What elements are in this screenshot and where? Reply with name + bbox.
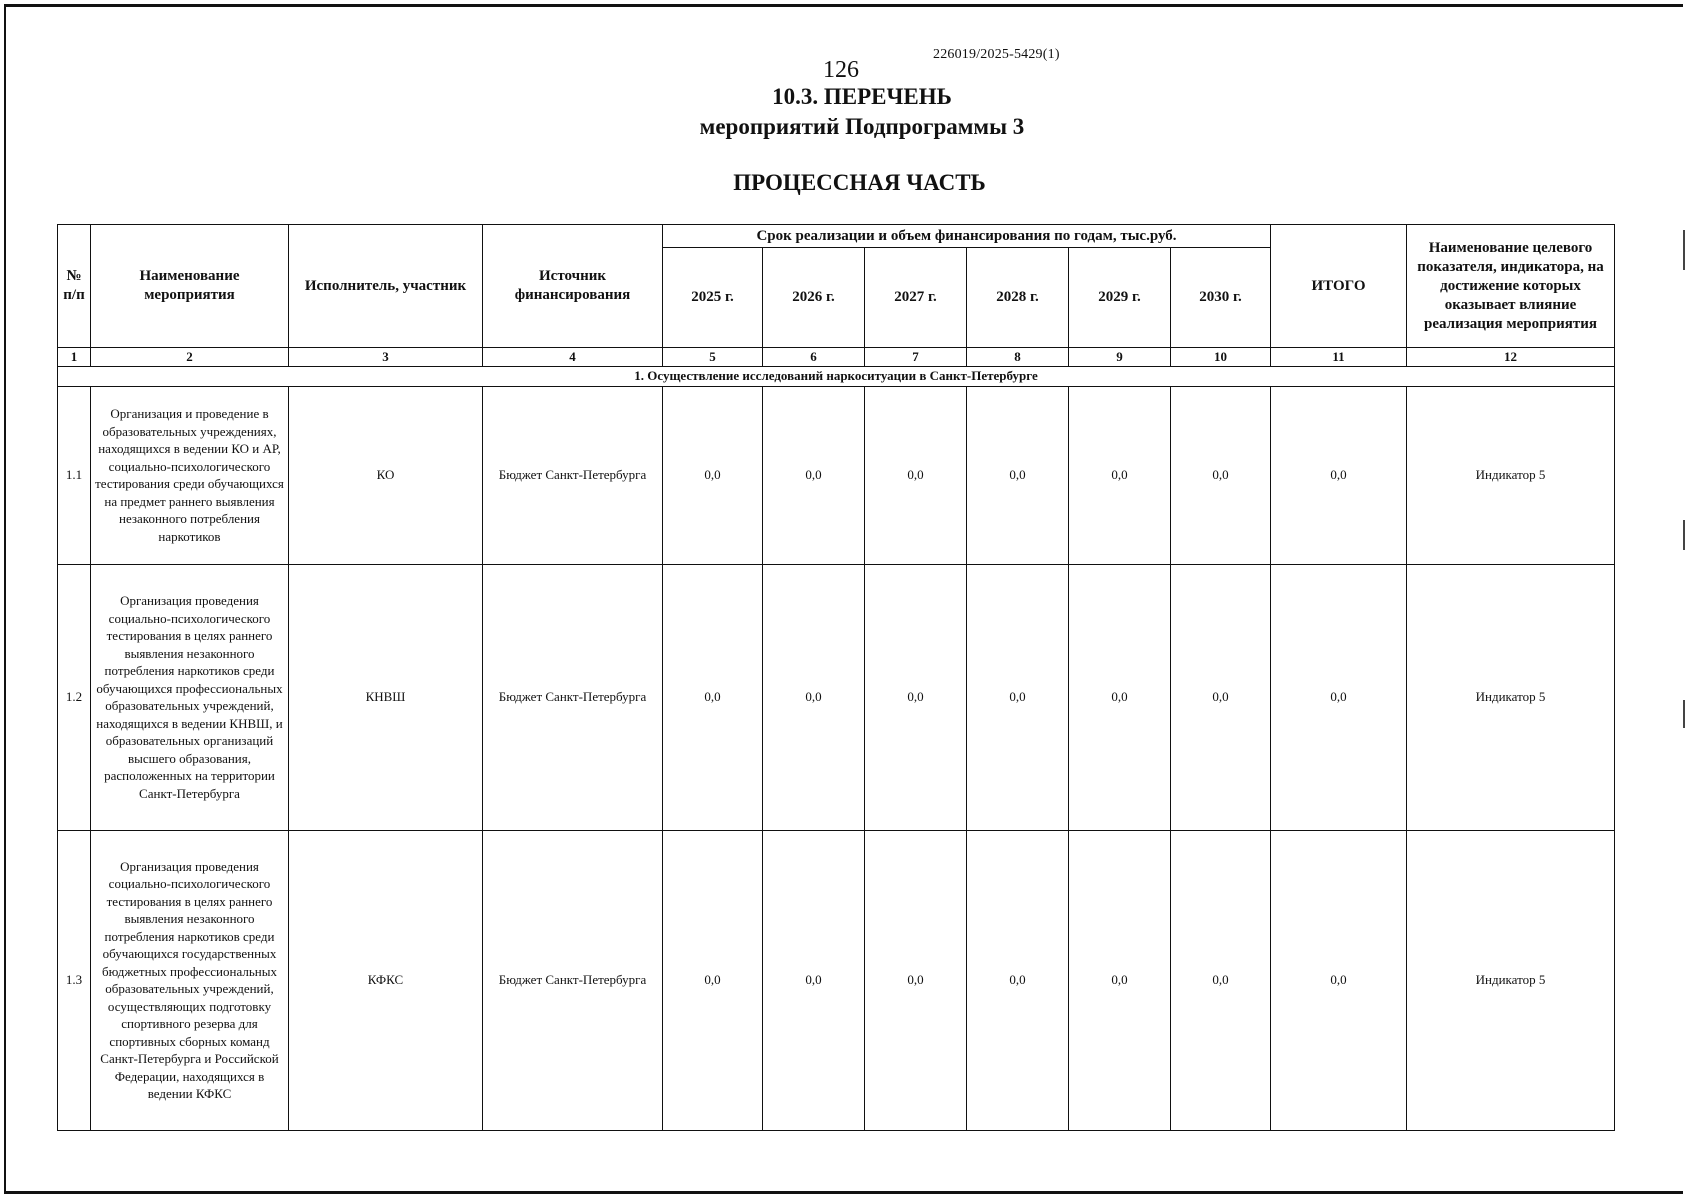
part-title: ПРОЦЕССНАЯ ЧАСТЬ — [733, 170, 986, 195]
table-row — [58, 830, 1615, 1130]
document-registration-code: 226019/2025-5429(1) — [933, 47, 1060, 62]
header-funding-period: Срок реализации и объем финансирования по годам, тыс.руб. — [663, 225, 1271, 248]
executor: КНВШ — [289, 564, 483, 830]
year-value: 0,0 — [1069, 830, 1171, 1130]
header-funding-source: Источник финансирования — [483, 225, 663, 348]
year-value: 0,0 — [967, 386, 1069, 564]
row-number: 1.3 — [58, 830, 91, 1130]
year-value: 0,0 — [763, 386, 865, 564]
funding-source: Бюджет Санкт-Петербурга — [483, 830, 663, 1130]
header-year: 2026 г. — [763, 248, 865, 348]
year-value: 0,0 — [967, 830, 1069, 1130]
year-value: 0,0 — [1069, 386, 1171, 564]
edge-mark — [1683, 230, 1685, 270]
column-number-row — [58, 348, 1615, 367]
year-value: 0,0 — [663, 386, 763, 564]
total-value: 0,0 — [1271, 830, 1407, 1130]
section-row — [58, 366, 1615, 386]
year-value: 0,0 — [1171, 830, 1271, 1130]
total-value: 0,0 — [1271, 386, 1407, 564]
year-value: 0,0 — [967, 564, 1069, 830]
column-number: 11 — [1271, 348, 1407, 367]
edge-mark — [1683, 520, 1685, 550]
header-executor: Исполнитель, участник — [289, 225, 483, 348]
header-year: 2027 г. — [865, 248, 967, 348]
funding-source: Бюджет Санкт-Петербурга — [483, 386, 663, 564]
header-year: 2025 г. — [663, 248, 763, 348]
executor: КФКС — [289, 830, 483, 1130]
year-value: 0,0 — [865, 830, 967, 1130]
measure-name: Организация и проведение в образовательных учреждениях, находящихся в ведении КО и АР, социально-психологического тестирования среди обучающихся на предмет раннего выявления незаконного потребления наркотиков — [91, 386, 289, 564]
section-heading: 1. Осуществление исследований наркоситуации в Санкт-Петербурге — [58, 366, 1615, 386]
row-number: 1.1 — [58, 386, 91, 564]
indicator: Индикатор 5 — [1407, 386, 1615, 564]
column-number: 2 — [91, 348, 289, 367]
header-year: 2028 г. — [967, 248, 1069, 348]
page-number: 126 — [823, 57, 859, 83]
column-number: 12 — [1407, 348, 1615, 367]
year-value: 0,0 — [1171, 564, 1271, 830]
column-number: 8 — [967, 348, 1069, 367]
column-number: 6 — [763, 348, 865, 367]
measure-name: Организация проведения социально-психологического тестирования в целях раннего выявления незаконного потребления наркотиков среди обучающихся профессиональных образовательных учреждений, находящихся в ведении КНВШ, и образовательных организаций высшего образования, расположенных на территории Санкт-Петербурга — [91, 564, 289, 830]
year-value: 0,0 — [763, 830, 865, 1130]
measures-table — [57, 224, 1615, 1131]
year-value: 0,0 — [865, 564, 967, 830]
total-value: 0,0 — [1271, 564, 1407, 830]
year-value: 0,0 — [865, 386, 967, 564]
header-measure-name: Наименование мероприятия — [91, 225, 289, 348]
year-value: 0,0 — [663, 564, 763, 830]
column-number: 9 — [1069, 348, 1171, 367]
column-number: 1 — [58, 348, 91, 367]
funding-source: Бюджет Санкт-Петербурга — [483, 564, 663, 830]
column-number: 3 — [289, 348, 483, 367]
section-subtitle: мероприятий Подпрограммы 3 — [699, 114, 1025, 139]
header-year: 2029 г. — [1069, 248, 1171, 348]
row-number: 1.2 — [58, 564, 91, 830]
year-value: 0,0 — [663, 830, 763, 1130]
header-total: ИТОГО — [1271, 225, 1407, 348]
indicator: Индикатор 5 — [1407, 830, 1615, 1130]
column-number: 5 — [663, 348, 763, 367]
edge-mark — [1683, 700, 1685, 728]
column-number: 10 — [1171, 348, 1271, 367]
year-value: 0,0 — [763, 564, 865, 830]
table-row — [58, 564, 1615, 830]
executor: КО — [289, 386, 483, 564]
table-row — [58, 386, 1615, 564]
year-value: 0,0 — [1069, 564, 1171, 830]
column-number: 4 — [483, 348, 663, 367]
header-year: 2030 г. — [1171, 248, 1271, 348]
measure-name: Организация проведения социально-психологического тестирования в целях раннего выявления незаконного потребления наркотиков среди обучающихся государственных бюджетных профессиональных образовательных учреждений, осуществляющих подготовку спортивного резерва для спортивных сборных команд Санкт-Петербурга и Российской Федерации, находящихся в ведении КФКС — [91, 830, 289, 1130]
section-title: 10.3. ПЕРЕЧЕНЬ — [772, 84, 952, 109]
year-value: 0,0 — [1171, 386, 1271, 564]
header-indicator: Наименование целевого показателя, индикатора, на достижение которых оказывает влияние реализация мероприятия — [1407, 225, 1615, 348]
indicator: Индикатор 5 — [1407, 564, 1615, 830]
header-num: № п/п — [58, 225, 91, 348]
column-number: 7 — [865, 348, 967, 367]
